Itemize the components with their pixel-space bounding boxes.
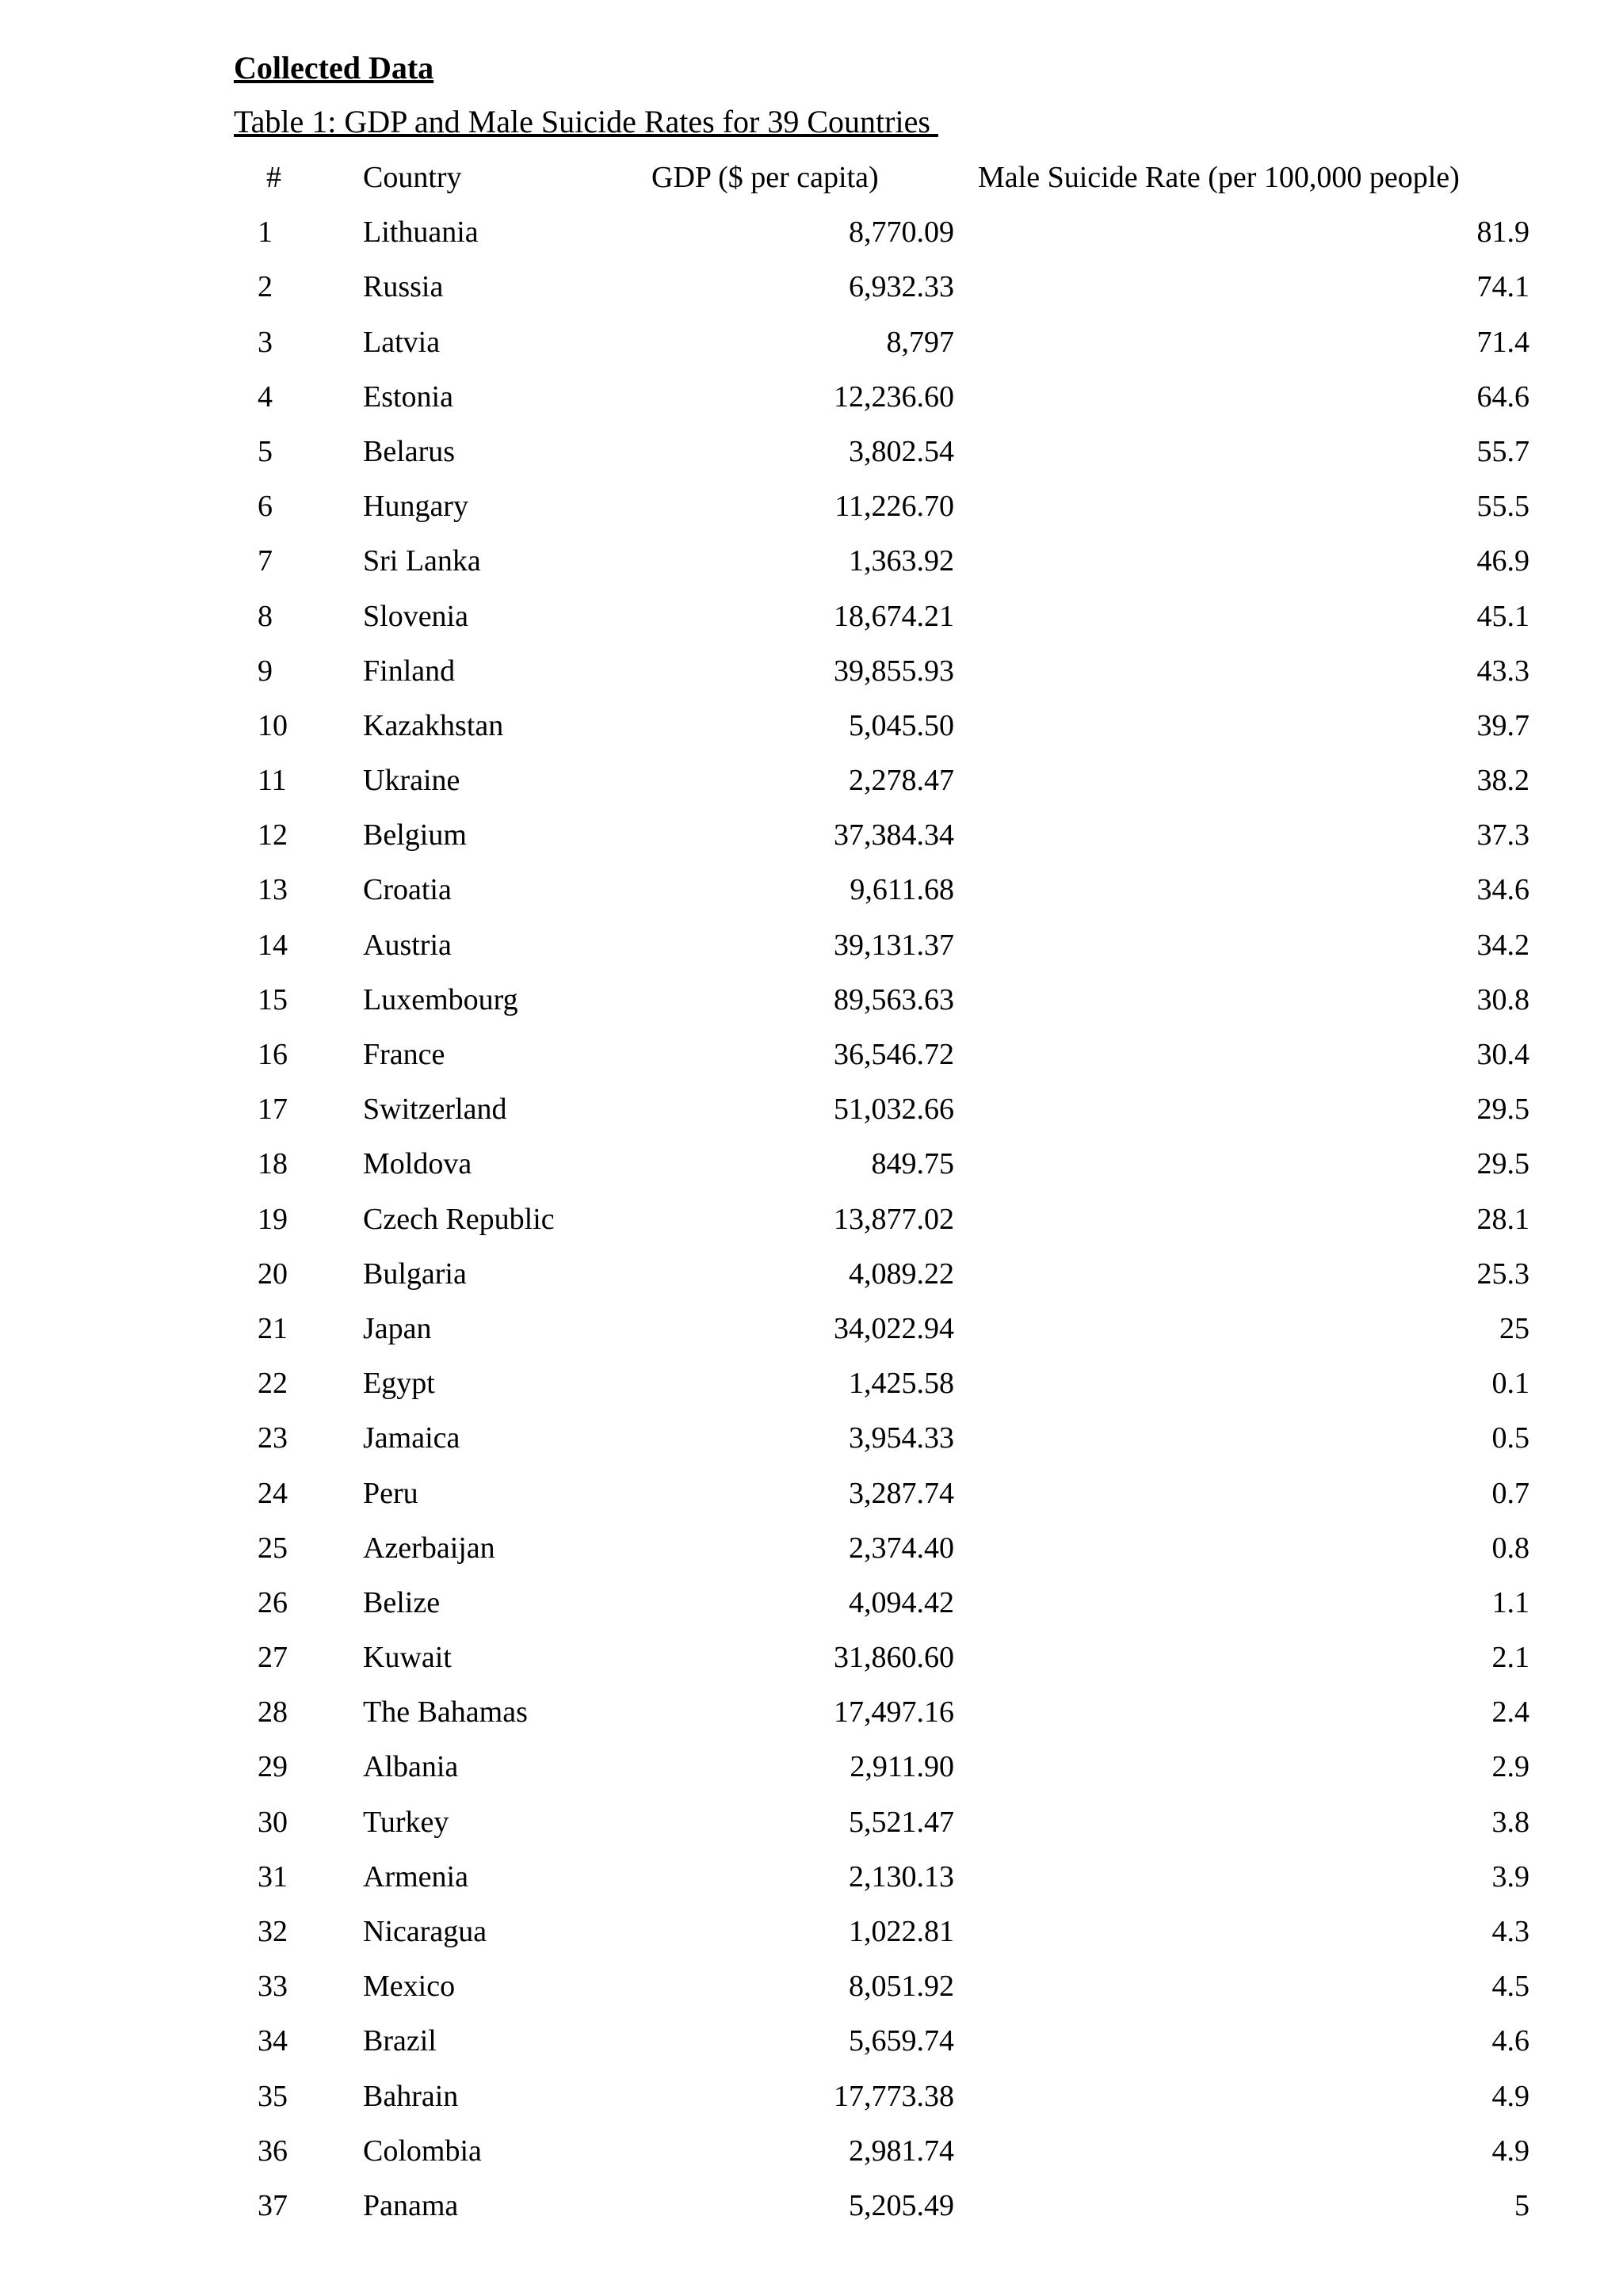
row-gdp: 9,611.68 [850, 873, 954, 907]
row-gdp: 18,674.21 [834, 599, 954, 633]
row-rate: 0.1 [1491, 1367, 1529, 1401]
table-row [0, 1356, 1623, 1411]
table-row [0, 370, 1623, 425]
row-number: 12 [258, 818, 288, 852]
table-row [0, 808, 1623, 863]
row-rate: 25.3 [1476, 1257, 1529, 1291]
row-rate: 29.5 [1476, 1147, 1529, 1181]
row-gdp: 4,089.22 [849, 1257, 954, 1291]
row-gdp: 849.75 [871, 1147, 954, 1181]
row-number: 37 [258, 2188, 288, 2222]
row-country: Belize [363, 1585, 441, 1619]
row-rate: 74.1 [1476, 270, 1529, 304]
row-gdp: 6,932.33 [849, 270, 954, 304]
row-country: Luxembourg [363, 982, 518, 1016]
table-row [0, 1028, 1623, 1082]
row-rate: 71.4 [1476, 325, 1529, 359]
row-gdp: 3,287.74 [849, 1476, 954, 1510]
row-country: Czech Republic [363, 1202, 555, 1236]
row-rate: 0.7 [1491, 1476, 1529, 1510]
header-num: # [266, 161, 281, 194]
row-rate: 1.1 [1491, 1585, 1529, 1619]
row-rate: 46.9 [1476, 544, 1529, 578]
row-country: Belgium [363, 818, 467, 852]
row-country: Hungary [363, 490, 468, 524]
table-row [0, 315, 1623, 370]
row-rate: 2.1 [1491, 1641, 1529, 1675]
row-country: Egypt [363, 1367, 435, 1401]
table-row [0, 1959, 1623, 2014]
row-rate: 4.3 [1491, 1915, 1529, 1948]
row-country: Kazakhstan [363, 708, 504, 742]
row-number: 16 [258, 1038, 288, 1071]
row-number: 4 [258, 379, 273, 414]
row-number: 27 [258, 1641, 288, 1675]
row-rate: 34.2 [1476, 928, 1529, 962]
table-row [0, 589, 1623, 644]
table-row [0, 863, 1623, 917]
row-country: Panama [363, 2188, 459, 2222]
row-number: 33 [258, 1970, 288, 2004]
row-rate: 3.9 [1491, 1859, 1529, 1894]
row-rate: 2.4 [1491, 1695, 1529, 1730]
row-rate: 2.9 [1491, 1750, 1529, 1784]
table-row [0, 1302, 1623, 1356]
row-number: 6 [258, 490, 273, 524]
row-country: Austria [363, 928, 452, 962]
table-row [0, 1466, 1623, 1521]
row-rate: 30.8 [1476, 982, 1529, 1016]
table-caption: Table 1: GDP and Male Suicide Rates for 39 Countries [234, 104, 938, 139]
header-gdp: GDP ($ per capita) [651, 161, 879, 194]
table-row [0, 2124, 1623, 2179]
row-country: Croatia [363, 873, 452, 907]
row-rate: 29.5 [1476, 1093, 1529, 1127]
row-rate: 34.6 [1476, 873, 1529, 907]
row-number: 13 [258, 873, 288, 907]
row-country: Albania [363, 1750, 459, 1784]
table-row [0, 918, 1623, 973]
table-row [0, 534, 1623, 589]
row-country: Ukraine [363, 764, 460, 798]
row-rate: 55.5 [1476, 490, 1529, 524]
table-row [0, 1795, 1623, 1850]
row-gdp: 1,022.81 [849, 1915, 954, 1948]
row-number: 36 [258, 2134, 288, 2168]
row-rate: 0.8 [1491, 1531, 1529, 1565]
row-country: Jamaica [363, 1421, 460, 1455]
row-country: The Bahamas [363, 1695, 528, 1730]
row-gdp: 2,981.74 [849, 2134, 954, 2168]
table-row [0, 2069, 1623, 2124]
row-number: 22 [258, 1367, 288, 1401]
row-country: Switzerland [363, 1093, 507, 1127]
row-country: Russia [363, 270, 444, 304]
row-number: 23 [258, 1421, 288, 1455]
row-country: Bulgaria [363, 1257, 467, 1291]
row-country: Kuwait [363, 1641, 452, 1675]
row-gdp: 2,374.40 [849, 1531, 954, 1565]
row-gdp: 8,797 [886, 325, 954, 359]
row-gdp: 4,094.42 [849, 1585, 954, 1619]
table-row [0, 1630, 1623, 1685]
table-row [0, 1576, 1623, 1630]
row-gdp: 13,877.02 [834, 1202, 954, 1236]
table-header-row [0, 151, 1623, 205]
table-row [0, 753, 1623, 808]
row-rate: 64.6 [1476, 379, 1529, 414]
row-rate: 4.5 [1491, 1970, 1529, 2004]
row-gdp: 1,425.58 [849, 1367, 954, 1401]
row-gdp: 1,363.92 [849, 544, 954, 578]
table-row [0, 1740, 1623, 1794]
table-row [0, 1411, 1623, 1466]
row-country: Peru [363, 1476, 418, 1510]
row-country: Sri Lanka [363, 544, 481, 578]
table-row [0, 2179, 1623, 2233]
row-number: 14 [258, 928, 288, 962]
row-number: 1 [258, 215, 273, 250]
row-gdp: 17,497.16 [834, 1695, 954, 1730]
table-row [0, 699, 1623, 753]
row-gdp: 39,131.37 [834, 928, 954, 962]
row-gdp: 11,226.70 [834, 490, 954, 524]
row-rate: 25 [1499, 1311, 1529, 1345]
row-number: 9 [258, 654, 273, 688]
section-heading: Collected Data [234, 50, 434, 86]
row-country: Mexico [363, 1970, 456, 2004]
row-gdp: 31,860.60 [834, 1641, 954, 1675]
row-country: Azerbaijan [363, 1531, 495, 1565]
row-country: Lithuania [363, 215, 479, 250]
table-row [0, 205, 1623, 260]
row-gdp: 2,130.13 [849, 1859, 954, 1894]
data-table [0, 151, 1623, 2233]
row-country: Colombia [363, 2134, 482, 2168]
row-country: Bahrain [363, 2079, 459, 2113]
row-gdp: 5,521.47 [849, 1805, 954, 1839]
row-country: Turkey [363, 1805, 449, 1839]
row-rate: 3.8 [1491, 1805, 1529, 1839]
table-row [0, 1685, 1623, 1740]
table-row [0, 1850, 1623, 1905]
row-number: 31 [258, 1859, 288, 1894]
row-rate: 4.9 [1491, 2134, 1529, 2168]
row-country: Belarus [363, 434, 456, 468]
row-number: 7 [258, 544, 273, 578]
row-number: 30 [258, 1805, 288, 1839]
row-gdp: 3,802.54 [849, 434, 954, 468]
row-number: 19 [258, 1202, 288, 1236]
row-rate: 55.7 [1476, 434, 1529, 468]
row-country: Estonia [363, 379, 453, 414]
row-number: 24 [258, 1476, 288, 1510]
row-gdp: 5,045.50 [849, 708, 954, 742]
row-country: Brazil [363, 2024, 437, 2058]
row-number: 17 [258, 1093, 288, 1127]
row-country: France [363, 1038, 445, 1071]
row-country: Armenia [363, 1859, 468, 1894]
row-gdp: 2,911.90 [850, 1750, 954, 1784]
table-row [0, 1521, 1623, 1576]
row-number: 21 [258, 1311, 288, 1345]
row-rate: 28.1 [1476, 1202, 1529, 1236]
row-number: 10 [258, 708, 288, 742]
row-rate: 4.9 [1491, 2079, 1529, 2113]
row-gdp: 2,278.47 [849, 764, 954, 798]
table-row [0, 425, 1623, 479]
row-gdp: 51,032.66 [834, 1093, 954, 1127]
row-number: 32 [258, 1915, 288, 1948]
row-rate: 5 [1514, 2188, 1529, 2222]
row-number: 2 [258, 270, 273, 304]
row-country: Latvia [363, 325, 441, 359]
table-row [0, 479, 1623, 534]
row-gdp: 12,236.60 [834, 379, 954, 414]
row-country: Nicaragua [363, 1915, 487, 1948]
row-gdp: 39,855.93 [834, 654, 954, 688]
row-number: 34 [258, 2024, 288, 2058]
row-gdp: 8,770.09 [849, 215, 954, 250]
table-row [0, 1082, 1623, 1137]
row-country: Slovenia [363, 599, 468, 633]
header-rate: Male Suicide Rate (per 100,000 people) [978, 161, 1460, 194]
row-number: 35 [258, 2079, 288, 2113]
row-number: 18 [258, 1147, 288, 1181]
row-number: 5 [258, 434, 273, 468]
table-row [0, 2014, 1623, 2069]
table-row [0, 973, 1623, 1028]
row-number: 25 [258, 1531, 288, 1565]
row-rate: 4.6 [1491, 2024, 1529, 2058]
row-country: Moldova [363, 1147, 472, 1181]
table-row [0, 260, 1623, 315]
row-rate: 45.1 [1476, 599, 1529, 633]
table-row [0, 1247, 1623, 1302]
row-gdp: 89,563.63 [834, 982, 954, 1016]
row-country: Japan [363, 1311, 432, 1345]
row-number: 29 [258, 1750, 288, 1784]
row-gdp: 5,205.49 [849, 2188, 954, 2222]
row-rate: 0.5 [1491, 1421, 1529, 1455]
row-gdp: 3,954.33 [849, 1421, 954, 1455]
table-row [0, 1192, 1623, 1247]
table-row [0, 1137, 1623, 1192]
header-country: Country [363, 161, 462, 194]
table-row [0, 644, 1623, 699]
row-gdp: 5,659.74 [849, 2024, 954, 2058]
row-gdp: 34,022.94 [834, 1311, 954, 1345]
row-rate: 43.3 [1476, 654, 1529, 688]
row-number: 20 [258, 1257, 288, 1291]
row-rate: 30.4 [1476, 1038, 1529, 1071]
row-gdp: 37,384.34 [834, 818, 954, 852]
row-rate: 39.7 [1476, 708, 1529, 742]
row-number: 8 [258, 599, 273, 633]
row-gdp: 36,546.72 [834, 1038, 954, 1071]
row-rate: 81.9 [1476, 215, 1529, 250]
row-rate: 37.3 [1476, 818, 1529, 852]
row-country: Finland [363, 654, 456, 688]
row-gdp: 8,051.92 [849, 1970, 954, 2004]
row-number: 28 [258, 1695, 288, 1730]
row-gdp: 17,773.38 [834, 2079, 954, 2113]
row-number: 15 [258, 982, 288, 1016]
row-number: 3 [258, 325, 273, 359]
row-rate: 38.2 [1476, 764, 1529, 798]
table-row [0, 1905, 1623, 1959]
row-number: 11 [258, 764, 287, 798]
row-number: 26 [258, 1585, 288, 1619]
